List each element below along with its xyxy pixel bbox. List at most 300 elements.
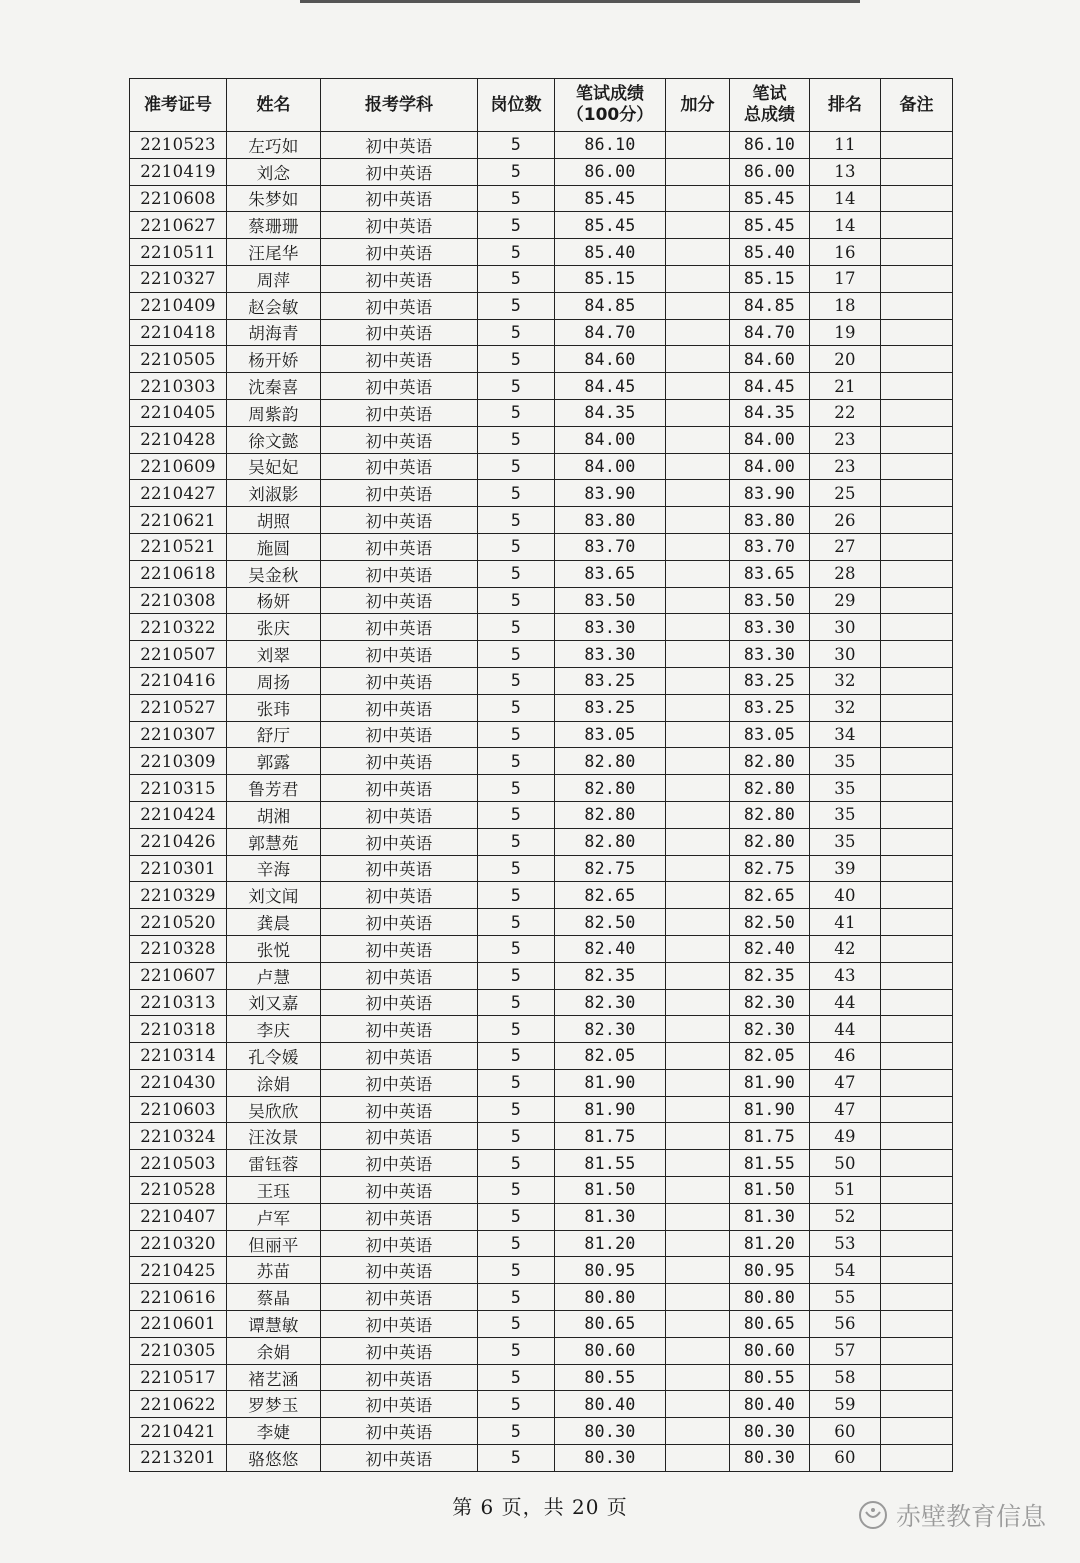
cell-subject: 初中英语 — [321, 1177, 478, 1204]
cell-note — [881, 1230, 953, 1257]
cell-positions: 5 — [478, 132, 555, 159]
cell-id: 2210608 — [130, 185, 227, 212]
cell-bonus — [666, 399, 730, 426]
cell-bonus — [666, 265, 730, 292]
table-row — [130, 132, 953, 159]
cell-name: 王珏 — [227, 1177, 321, 1204]
cell-written-score: 84.35 — [555, 399, 666, 426]
cell-name: 周萍 — [227, 265, 321, 292]
cell-written-score: 83.30 — [555, 614, 666, 641]
cell-rank: 30 — [810, 641, 881, 668]
cell-id: 2210421 — [130, 1418, 227, 1445]
cell-id: 2210430 — [130, 1069, 227, 1096]
cell-rank: 40 — [810, 882, 881, 909]
cell-note — [881, 453, 953, 480]
cell-positions: 5 — [478, 1150, 555, 1177]
cell-positions: 5 — [478, 212, 555, 239]
cell-written-score: 80.55 — [555, 1364, 666, 1391]
cell-name: 鲁芳君 — [227, 775, 321, 802]
cell-total-score: 82.35 — [730, 962, 810, 989]
cell-rank: 41 — [810, 909, 881, 936]
cell-subject: 初中英语 — [321, 426, 478, 453]
cell-total-score: 82.30 — [730, 989, 810, 1016]
cell-name: 张玮 — [227, 694, 321, 721]
table-row — [130, 667, 953, 694]
page-number: 第 6 页，共 20 页 — [452, 1495, 628, 1519]
cell-written-score: 81.75 — [555, 1123, 666, 1150]
cell-total-score: 85.40 — [730, 239, 810, 266]
cell-total-score: 82.80 — [730, 775, 810, 802]
cell-name: 朱梦如 — [227, 185, 321, 212]
cell-bonus — [666, 507, 730, 534]
cell-bonus — [666, 1337, 730, 1364]
cell-name: 李庆 — [227, 1016, 321, 1043]
cell-id: 2210409 — [130, 292, 227, 319]
cell-positions: 5 — [478, 453, 555, 480]
cell-rank: 32 — [810, 667, 881, 694]
cell-subject: 初中英语 — [321, 1043, 478, 1070]
cell-id: 2210426 — [130, 828, 227, 855]
table-row — [130, 212, 953, 239]
cell-positions: 5 — [478, 909, 555, 936]
cell-name: 舒厅 — [227, 721, 321, 748]
cell-id: 2210609 — [130, 453, 227, 480]
header-bonus: 加分 — [666, 79, 730, 132]
cell-positions: 5 — [478, 1203, 555, 1230]
cell-id: 2210301 — [130, 855, 227, 882]
cell-note — [881, 1203, 953, 1230]
cell-rank: 34 — [810, 721, 881, 748]
cell-positions: 5 — [478, 641, 555, 668]
cell-name: 胡海青 — [227, 319, 321, 346]
cell-positions: 5 — [478, 1096, 555, 1123]
cell-subject: 初中英语 — [321, 1096, 478, 1123]
cell-positions: 5 — [478, 560, 555, 587]
cell-subject: 初中英语 — [321, 989, 478, 1016]
page-top-edge — [300, 0, 860, 3]
cell-name: 卢军 — [227, 1203, 321, 1230]
cell-written-score: 83.25 — [555, 667, 666, 694]
cell-written-score: 85.45 — [555, 212, 666, 239]
cell-positions: 5 — [478, 935, 555, 962]
cell-note — [881, 1257, 953, 1284]
cell-subject: 初中英语 — [321, 694, 478, 721]
cell-name: 徐文懿 — [227, 426, 321, 453]
cell-note — [881, 667, 953, 694]
cell-subject: 初中英语 — [321, 801, 478, 828]
cell-written-score: 82.35 — [555, 962, 666, 989]
cell-written-score: 82.30 — [555, 989, 666, 1016]
table-row — [130, 935, 953, 962]
cell-rank: 13 — [810, 158, 881, 185]
cell-positions: 5 — [478, 1311, 555, 1338]
cell-note — [881, 560, 953, 587]
table-row — [130, 507, 953, 534]
cell-name: 郭露 — [227, 748, 321, 775]
cell-subject: 初中英语 — [321, 1337, 478, 1364]
table-row — [130, 1230, 953, 1257]
cell-total-score: 83.80 — [730, 507, 810, 534]
cell-total-score: 84.60 — [730, 346, 810, 373]
cell-bonus — [666, 882, 730, 909]
cell-rank: 19 — [810, 319, 881, 346]
table-row — [130, 962, 953, 989]
cell-written-score: 83.90 — [555, 480, 666, 507]
cell-positions: 5 — [478, 587, 555, 614]
table-row — [130, 855, 953, 882]
cell-written-score: 83.70 — [555, 533, 666, 560]
cell-id: 2210320 — [130, 1230, 227, 1257]
cell-bonus — [666, 935, 730, 962]
table-row — [130, 560, 953, 587]
cell-name: 吴金秋 — [227, 560, 321, 587]
cell-name: 罗梦玉 — [227, 1391, 321, 1418]
cell-name: 刘翠 — [227, 641, 321, 668]
cell-subject: 初中英语 — [321, 373, 478, 400]
cell-bonus — [666, 560, 730, 587]
table-row — [130, 1043, 953, 1070]
cell-note — [881, 212, 953, 239]
cell-note — [881, 1069, 953, 1096]
cell-subject: 初中英语 — [321, 239, 478, 266]
cell-name: 施圆 — [227, 533, 321, 560]
cell-positions: 5 — [478, 1337, 555, 1364]
cell-rank: 52 — [810, 1203, 881, 1230]
watermark — [858, 1497, 1046, 1533]
cell-bonus — [666, 1364, 730, 1391]
table-row — [130, 614, 953, 641]
table-row — [130, 480, 953, 507]
cell-subject: 初中英语 — [321, 935, 478, 962]
wechat-channel-icon — [858, 1500, 888, 1530]
cell-name: 赵会敏 — [227, 292, 321, 319]
cell-written-score: 81.90 — [555, 1096, 666, 1123]
cell-id: 2210405 — [130, 399, 227, 426]
cell-positions: 5 — [478, 346, 555, 373]
cell-bonus — [666, 801, 730, 828]
cell-positions: 5 — [478, 667, 555, 694]
cell-subject: 初中英语 — [321, 909, 478, 936]
cell-bonus — [666, 1096, 730, 1123]
cell-subject: 初中英语 — [321, 1016, 478, 1043]
cell-written-score: 82.50 — [555, 909, 666, 936]
cell-rank: 23 — [810, 426, 881, 453]
cell-positions: 5 — [478, 882, 555, 909]
cell-rank: 28 — [810, 560, 881, 587]
cell-written-score: 85.15 — [555, 265, 666, 292]
cell-bonus — [666, 614, 730, 641]
cell-note — [881, 909, 953, 936]
cell-total-score: 80.60 — [730, 1337, 810, 1364]
cell-positions: 5 — [478, 828, 555, 855]
cell-total-score: 84.70 — [730, 319, 810, 346]
cell-positions: 5 — [478, 1284, 555, 1311]
cell-subject: 初中英语 — [321, 882, 478, 909]
cell-id: 2210511 — [130, 239, 227, 266]
cell-rank: 30 — [810, 614, 881, 641]
cell-total-score: 80.30 — [730, 1418, 810, 1445]
cell-rank: 44 — [810, 989, 881, 1016]
table-row — [130, 1257, 953, 1284]
header-note: 备注 — [881, 79, 953, 132]
cell-note — [881, 1364, 953, 1391]
cell-name: 涂娟 — [227, 1069, 321, 1096]
cell-id: 2210314 — [130, 1043, 227, 1070]
cell-note — [881, 1096, 953, 1123]
header-positions: 岗位数 — [478, 79, 555, 132]
cell-subject: 初中英语 — [321, 1257, 478, 1284]
cell-total-score: 81.55 — [730, 1150, 810, 1177]
cell-note — [881, 158, 953, 185]
cell-subject: 初中英语 — [321, 855, 478, 882]
cell-name: 胡湘 — [227, 801, 321, 828]
cell-id: 2210517 — [130, 1364, 227, 1391]
cell-note — [881, 748, 953, 775]
cell-id: 2210523 — [130, 132, 227, 159]
table-row — [130, 775, 953, 802]
cell-written-score: 83.65 — [555, 560, 666, 587]
cell-id: 2210607 — [130, 962, 227, 989]
cell-id: 2210427 — [130, 480, 227, 507]
cell-written-score: 81.20 — [555, 1230, 666, 1257]
table-row — [130, 399, 953, 426]
cell-name: 张庆 — [227, 614, 321, 641]
cell-name: 沈秦喜 — [227, 373, 321, 400]
cell-total-score: 85.45 — [730, 212, 810, 239]
table-row — [130, 292, 953, 319]
cell-positions: 5 — [478, 158, 555, 185]
cell-rank: 22 — [810, 399, 881, 426]
cell-note — [881, 801, 953, 828]
cell-note — [881, 399, 953, 426]
cell-positions: 5 — [478, 855, 555, 882]
cell-note — [881, 935, 953, 962]
cell-bonus — [666, 1445, 730, 1472]
cell-positions: 5 — [478, 185, 555, 212]
cell-written-score: 86.00 — [555, 158, 666, 185]
cell-note — [881, 373, 953, 400]
cell-total-score: 82.05 — [730, 1043, 810, 1070]
cell-total-score: 80.30 — [730, 1445, 810, 1472]
cell-subject: 初中英语 — [321, 1391, 478, 1418]
cell-note — [881, 1016, 953, 1043]
cell-name: 汪尾华 — [227, 239, 321, 266]
cell-positions: 5 — [478, 614, 555, 641]
cell-bonus — [666, 158, 730, 185]
cell-positions: 5 — [478, 1043, 555, 1070]
cell-bonus — [666, 909, 730, 936]
cell-rank: 35 — [810, 828, 881, 855]
cell-total-score: 82.80 — [730, 748, 810, 775]
table-header — [130, 79, 953, 132]
table-row — [130, 587, 953, 614]
cell-total-score: 80.80 — [730, 1284, 810, 1311]
cell-name: 左巧如 — [227, 132, 321, 159]
cell-written-score: 86.10 — [555, 132, 666, 159]
cell-subject: 初中英语 — [321, 212, 478, 239]
cell-note — [881, 1284, 953, 1311]
cell-rank: 55 — [810, 1284, 881, 1311]
cell-name: 蔡珊珊 — [227, 212, 321, 239]
header-name: 姓名 — [227, 79, 321, 132]
cell-written-score: 82.30 — [555, 1016, 666, 1043]
cell-total-score: 83.30 — [730, 641, 810, 668]
cell-note — [881, 1445, 953, 1472]
cell-rank: 35 — [810, 775, 881, 802]
cell-subject: 初中英语 — [321, 614, 478, 641]
cell-bonus — [666, 1203, 730, 1230]
cell-rank: 53 — [810, 1230, 881, 1257]
cell-id: 2210418 — [130, 319, 227, 346]
cell-id: 2210616 — [130, 1284, 227, 1311]
cell-positions: 5 — [478, 426, 555, 453]
cell-written-score: 84.70 — [555, 319, 666, 346]
cell-rank: 44 — [810, 1016, 881, 1043]
cell-positions: 5 — [478, 507, 555, 534]
cell-bonus — [666, 1391, 730, 1418]
cell-note — [881, 775, 953, 802]
cell-subject: 初中英语 — [321, 158, 478, 185]
cell-note — [881, 989, 953, 1016]
cell-name: 张悦 — [227, 935, 321, 962]
cell-total-score: 80.95 — [730, 1257, 810, 1284]
cell-rank: 47 — [810, 1069, 881, 1096]
cell-bonus — [666, 1069, 730, 1096]
cell-name: 汪汝景 — [227, 1123, 321, 1150]
cell-rank: 25 — [810, 480, 881, 507]
cell-bonus — [666, 855, 730, 882]
cell-bonus — [666, 748, 730, 775]
cell-total-score: 83.50 — [730, 587, 810, 614]
cell-note — [881, 855, 953, 882]
cell-bonus — [666, 989, 730, 1016]
cell-rank: 51 — [810, 1177, 881, 1204]
cell-positions: 5 — [478, 1257, 555, 1284]
cell-written-score: 83.30 — [555, 641, 666, 668]
cell-written-score: 80.30 — [555, 1418, 666, 1445]
cell-rank: 60 — [810, 1418, 881, 1445]
cell-total-score: 80.40 — [730, 1391, 810, 1418]
cell-written-score: 82.75 — [555, 855, 666, 882]
cell-subject: 初中英语 — [321, 1123, 478, 1150]
header-written-score — [555, 79, 666, 132]
cell-id: 2210424 — [130, 801, 227, 828]
cell-rank: 57 — [810, 1337, 881, 1364]
cell-note — [881, 292, 953, 319]
cell-positions: 5 — [478, 1418, 555, 1445]
cell-id: 2210305 — [130, 1337, 227, 1364]
cell-subject: 初中英语 — [321, 1203, 478, 1230]
cell-subject: 初中英语 — [321, 667, 478, 694]
cell-positions: 5 — [478, 989, 555, 1016]
cell-id: 2210528 — [130, 1177, 227, 1204]
cell-id: 2210520 — [130, 909, 227, 936]
header-total-score-line2: 总成绩 — [744, 105, 795, 125]
cell-subject: 初中英语 — [321, 453, 478, 480]
cell-bonus — [666, 132, 730, 159]
cell-positions: 5 — [478, 265, 555, 292]
cell-written-score: 82.80 — [555, 748, 666, 775]
cell-positions: 5 — [478, 694, 555, 721]
cell-bonus — [666, 694, 730, 721]
table-row — [130, 1445, 953, 1472]
cell-written-score: 80.40 — [555, 1391, 666, 1418]
cell-written-score: 84.00 — [555, 453, 666, 480]
cell-bonus — [666, 1230, 730, 1257]
cell-written-score: 83.50 — [555, 587, 666, 614]
table-row — [130, 1364, 953, 1391]
cell-id: 2210329 — [130, 882, 227, 909]
cell-name: 苏苗 — [227, 1257, 321, 1284]
table-row — [130, 748, 953, 775]
table-row — [130, 426, 953, 453]
cell-bonus — [666, 373, 730, 400]
cell-name: 杨开娇 — [227, 346, 321, 373]
cell-bonus — [666, 533, 730, 560]
table-row — [130, 1150, 953, 1177]
header-written-score-line1: 笔试成绩 — [576, 84, 644, 104]
table-row — [130, 1337, 953, 1364]
cell-note — [881, 346, 953, 373]
cell-written-score: 84.00 — [555, 426, 666, 453]
cell-written-score: 80.80 — [555, 1284, 666, 1311]
cell-positions: 5 — [478, 319, 555, 346]
table-row — [130, 373, 953, 400]
cell-id: 2210601 — [130, 1311, 227, 1338]
cell-rank: 14 — [810, 185, 881, 212]
cell-id: 2210407 — [130, 1203, 227, 1230]
cell-total-score: 81.90 — [730, 1096, 810, 1123]
cell-bonus — [666, 1043, 730, 1070]
table-row — [130, 1311, 953, 1338]
cell-bonus — [666, 775, 730, 802]
cell-note — [881, 694, 953, 721]
cell-total-score: 83.70 — [730, 533, 810, 560]
cell-bonus — [666, 453, 730, 480]
cell-note — [881, 1123, 953, 1150]
cell-bonus — [666, 1150, 730, 1177]
cell-written-score: 81.90 — [555, 1069, 666, 1096]
cell-name: 蔡晶 — [227, 1284, 321, 1311]
table-row — [130, 1016, 953, 1043]
watermark-text: 赤壁教育信息 — [895, 1502, 1046, 1531]
cell-subject: 初中英语 — [321, 587, 478, 614]
cell-subject: 初中英语 — [321, 507, 478, 534]
cell-total-score: 82.80 — [730, 828, 810, 855]
table-row — [130, 1069, 953, 1096]
cell-total-score: 81.75 — [730, 1123, 810, 1150]
table-row — [130, 828, 953, 855]
cell-id: 2210505 — [130, 346, 227, 373]
cell-id: 2210425 — [130, 1257, 227, 1284]
cell-name: 谭慧敏 — [227, 1311, 321, 1338]
table-row — [130, 1123, 953, 1150]
cell-id: 2210309 — [130, 748, 227, 775]
cell-subject: 初中英语 — [321, 775, 478, 802]
cell-subject: 初中英语 — [321, 265, 478, 292]
cell-total-score: 83.90 — [730, 480, 810, 507]
table-row — [130, 801, 953, 828]
cell-id: 2210313 — [130, 989, 227, 1016]
cell-id: 2210503 — [130, 1150, 227, 1177]
cell-total-score: 86.00 — [730, 158, 810, 185]
cell-note — [881, 265, 953, 292]
header-id: 准考证号 — [130, 79, 227, 132]
cell-written-score: 82.65 — [555, 882, 666, 909]
table-row — [130, 239, 953, 266]
cell-positions: 5 — [478, 399, 555, 426]
cell-id: 2210303 — [130, 373, 227, 400]
